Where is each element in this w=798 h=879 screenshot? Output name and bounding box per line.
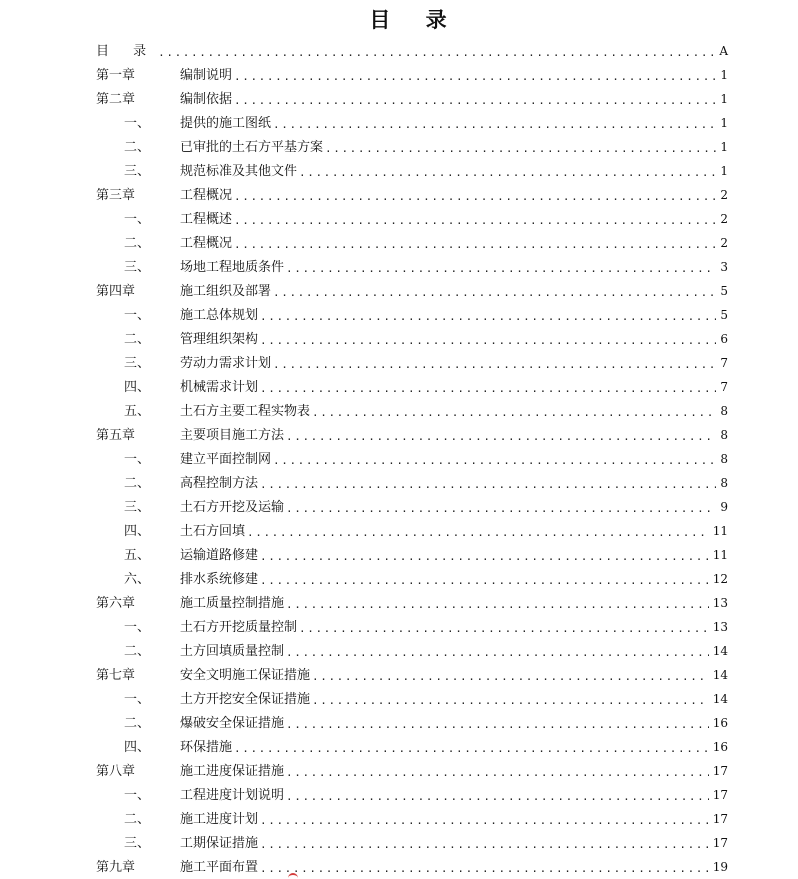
- toc-entry-title: 工程概述: [180, 212, 233, 227]
- toc-page-number: 19: [712, 860, 728, 874]
- toc-page-number: 16: [712, 740, 728, 754]
- toc-page-number: 1: [720, 116, 728, 130]
- toc-entry[interactable]: [96, 709, 728, 733]
- toc-entry-number: 六、: [124, 572, 151, 587]
- toc-dot-leader: [273, 453, 716, 468]
- toc-entry-title: 提供的施工图纸: [180, 116, 272, 131]
- toc-entry[interactable]: [96, 253, 728, 277]
- toc-entry-number: 三、: [124, 356, 151, 371]
- toc-dot-leader: [273, 357, 716, 372]
- toc-entry-title: 编制依据: [180, 92, 233, 107]
- toc-entry-title: 编制说明: [180, 68, 233, 83]
- toc-entry-number: 第七章: [96, 668, 136, 683]
- toc-entry-title: 劳动力需求计划: [180, 356, 272, 371]
- toc-dot-leader: [260, 309, 716, 324]
- toc-entry-number: 一、: [124, 212, 151, 227]
- toc-entry[interactable]: [96, 805, 728, 829]
- toc-entry-number: 五、: [124, 548, 151, 563]
- toc-entry-title: 工程概况: [180, 236, 233, 251]
- toc-page-number: 2: [720, 236, 728, 250]
- toc-entry-title: 主要项目施工方法: [180, 428, 285, 443]
- toc-dot-leader: [260, 333, 716, 348]
- toc-entry[interactable]: [96, 637, 728, 661]
- toc-entry-number: 第九章: [96, 860, 136, 875]
- toc-entry[interactable]: [96, 445, 728, 469]
- toc-entry-number: 一、: [124, 452, 151, 467]
- toc-entry-number: 第四章: [96, 284, 136, 299]
- toc-page-number: 9: [720, 500, 728, 514]
- toc-entry[interactable]: [96, 205, 728, 229]
- toc-dot-leader: [286, 645, 709, 660]
- toc-page-number: 8: [720, 452, 728, 466]
- toc-dot-leader: [273, 117, 716, 132]
- toc-entry[interactable]: [96, 109, 728, 133]
- toc-page-number: 3: [720, 260, 728, 274]
- toc-entry[interactable]: [96, 589, 728, 613]
- toc-page-number: 7: [720, 380, 728, 394]
- toc-dot-leader: [260, 837, 709, 852]
- page-title: 目 录: [369, 7, 461, 32]
- toc-entry-title: 土石方回填: [180, 524, 246, 539]
- red-annotation-mark: [288, 873, 298, 879]
- toc-dot-leader: [234, 213, 716, 228]
- toc-entry-number: 二、: [124, 476, 151, 491]
- toc-entry-title: 场地工程地质条件: [180, 260, 285, 275]
- toc-dot-leader: [273, 285, 716, 300]
- toc-dot-leader: [286, 789, 709, 804]
- toc-dot-leader: [312, 405, 716, 420]
- toc-entry-number: 一、: [124, 788, 151, 803]
- toc-entry-title: 施工质量控制措施: [180, 596, 285, 611]
- toc-entry[interactable]: [96, 781, 728, 805]
- toc-page-number: 2: [720, 212, 728, 226]
- toc-entry-title: 环保措施: [180, 740, 233, 755]
- toc-entry[interactable]: [96, 229, 728, 253]
- toc-page-number: 17: [712, 812, 728, 826]
- toc-entry-title: 规范标准及其他文件: [180, 164, 298, 179]
- toc-entry-number: 第二章: [96, 92, 136, 107]
- toc-entry-number: 第一章: [96, 68, 136, 83]
- toc-dot-leader: [260, 573, 709, 588]
- toc-entry-title: 管理组织架构: [180, 332, 259, 347]
- toc-page-number: 11: [712, 524, 728, 538]
- toc-dot-leader: [286, 765, 709, 780]
- toc-entry[interactable]: [96, 157, 728, 181]
- toc-entry[interactable]: [96, 685, 728, 709]
- toc-entry-title: 已审批的土石方平基方案: [180, 140, 324, 155]
- toc-entry-number: 二、: [124, 716, 151, 731]
- toc-page-number: 5: [720, 308, 728, 322]
- toc-entry-number: 四、: [124, 380, 151, 395]
- toc-entry-title: 土石方开挖质量控制: [180, 620, 298, 635]
- toc-entry[interactable]: [96, 541, 728, 565]
- toc-page-number: 17: [712, 764, 728, 778]
- toc-entry[interactable]: [96, 349, 728, 373]
- toc-page-number: 1: [720, 68, 728, 82]
- toc-entry-title: 施工组织及部署: [180, 284, 272, 299]
- toc-dot-leader: [234, 93, 716, 108]
- toc-entry-title: 运输道路修建: [180, 548, 259, 563]
- toc-dot-leader: [260, 381, 716, 396]
- toc-page-number: 12: [712, 572, 728, 586]
- toc-entry[interactable]: [96, 757, 728, 781]
- toc-entry[interactable]: [96, 853, 728, 877]
- toc-entry-number: 第六章: [96, 596, 136, 611]
- toc-page-number: 16: [712, 716, 728, 730]
- toc-page-number: 14: [712, 668, 728, 682]
- toc-page-number: 13: [712, 596, 728, 610]
- toc-page-number: 6: [720, 332, 728, 346]
- toc-entry[interactable]: [96, 85, 728, 109]
- toc-entry-title: 土方回填质量控制: [180, 644, 285, 659]
- toc-page-number: 1: [720, 164, 728, 178]
- toc-entry[interactable]: [96, 181, 728, 205]
- toc-dot-leader: [286, 597, 709, 612]
- toc-entry[interactable]: [96, 301, 728, 325]
- toc-page-number: 7: [720, 356, 728, 370]
- toc-entry-number: 四、: [124, 740, 151, 755]
- toc-entry[interactable]: [96, 373, 728, 397]
- toc-entry-title: 施工进度计划: [180, 812, 259, 827]
- toc-entry-title: 施工平面布置: [180, 860, 259, 875]
- toc-page-number: 13: [712, 620, 728, 634]
- toc-entry-title: 机械需求计划: [180, 380, 259, 395]
- toc-page-number: A: [719, 44, 728, 58]
- toc-dot-leader: [234, 741, 709, 756]
- toc-entry[interactable]: [96, 661, 728, 685]
- toc-entry-number: 一、: [124, 620, 151, 635]
- toc-entry-number: 二、: [124, 812, 151, 827]
- toc-entry[interactable]: [96, 733, 728, 757]
- toc-entry-title: 安全文明施工保证措施: [180, 668, 311, 683]
- toc-dot-leader: [286, 429, 716, 444]
- toc-entry-title: 施工总体规划: [180, 308, 259, 323]
- toc-page-number: 5: [720, 284, 728, 298]
- toc-entry-number: 二、: [124, 236, 151, 251]
- toc-dot-leader: [299, 165, 716, 180]
- toc-entry-title: 施工进度保证措施: [180, 764, 285, 779]
- toc-entry-number: 二、: [124, 644, 151, 659]
- toc-dot-leader: [234, 69, 716, 84]
- toc-dot-leader: [234, 189, 716, 204]
- toc-dot-leader: [312, 693, 709, 708]
- toc-entry[interactable]: [96, 397, 728, 421]
- toc-dot-leader: [286, 261, 716, 276]
- toc-entry-title: 建立平面控制网: [180, 452, 272, 467]
- toc-dot-leader: [260, 549, 709, 564]
- toc-entry-title: 土石方开挖及运输: [180, 500, 285, 515]
- toc-entry[interactable]: [96, 61, 728, 85]
- toc-entry-number: 五、: [124, 404, 151, 419]
- toc-dot-leader: [260, 861, 709, 876]
- toc-dot-leader: [247, 525, 709, 540]
- toc-dot-leader: [234, 237, 716, 252]
- toc-entry-title: 土石方主要工程实物表: [180, 404, 311, 419]
- toc-page-number: 1: [720, 92, 728, 106]
- toc-entry-number: 第八章: [96, 764, 136, 779]
- toc-page-number: 8: [720, 404, 728, 418]
- toc-entry-title: 土方开挖安全保证措施: [180, 692, 311, 707]
- toc-entry-title: 工程概况: [180, 188, 233, 203]
- toc-page-number: 14: [712, 644, 728, 658]
- toc-page-number: 1: [720, 140, 728, 154]
- toc-page-number: 2: [720, 188, 728, 202]
- toc-entry-number: 三、: [124, 164, 151, 179]
- toc-dot-leader: [286, 501, 716, 516]
- toc-dot-leader: [286, 717, 709, 732]
- toc-entry-number: 一、: [124, 308, 151, 323]
- toc-entry-number: 四、: [124, 524, 151, 539]
- toc-dot-leader: [260, 813, 709, 828]
- toc-entry-number: 一、: [124, 116, 151, 131]
- toc-entry[interactable]: [96, 565, 728, 589]
- toc-page-number: 17: [712, 836, 728, 850]
- toc-dot-leader: [260, 477, 716, 492]
- toc-page-number: 11: [712, 548, 728, 562]
- toc-entry-number: 三、: [124, 836, 151, 851]
- toc-entry-number: 第三章: [96, 188, 136, 203]
- table-of-contents: [96, 37, 728, 877]
- toc-entry-number: 三、: [124, 500, 151, 515]
- toc-entry-number: 第五章: [96, 428, 136, 443]
- toc-entry[interactable]: [96, 133, 728, 157]
- toc-dot-leader: [158, 45, 715, 60]
- toc-page-number: 17: [712, 788, 728, 802]
- toc-dot-leader: [312, 669, 709, 684]
- toc-dot-leader: [299, 621, 709, 636]
- toc-entry[interactable]: [96, 325, 728, 349]
- toc-page-number: 14: [712, 692, 728, 706]
- toc-entry-number: 三、: [124, 260, 151, 275]
- toc-entry-title: 工期保证措施: [180, 836, 259, 851]
- toc-page-number: 8: [720, 476, 728, 490]
- toc-entry[interactable]: [96, 829, 728, 853]
- toc-entry[interactable]: [96, 277, 728, 301]
- toc-entry[interactable]: [96, 421, 728, 445]
- toc-entry-title: 排水系统修建: [180, 572, 259, 587]
- toc-entry-title: 目 录: [96, 44, 157, 59]
- toc-entry[interactable]: [96, 517, 728, 541]
- toc-entry[interactable]: [96, 493, 728, 517]
- toc-entry-title: 工程进度计划说明: [180, 788, 285, 803]
- toc-entry[interactable]: [96, 613, 728, 637]
- toc-entry[interactable]: [96, 37, 728, 61]
- toc-dot-leader: [325, 141, 716, 156]
- toc-entry-number: 二、: [124, 332, 151, 347]
- toc-entry-title: 爆破安全保证措施: [180, 716, 285, 731]
- toc-entry-title: 高程控制方法: [180, 476, 259, 491]
- toc-entry[interactable]: [96, 469, 728, 493]
- toc-entry-number: 二、: [124, 140, 151, 155]
- toc-entry-number: 一、: [124, 692, 151, 707]
- toc-page-number: 8: [720, 428, 728, 442]
